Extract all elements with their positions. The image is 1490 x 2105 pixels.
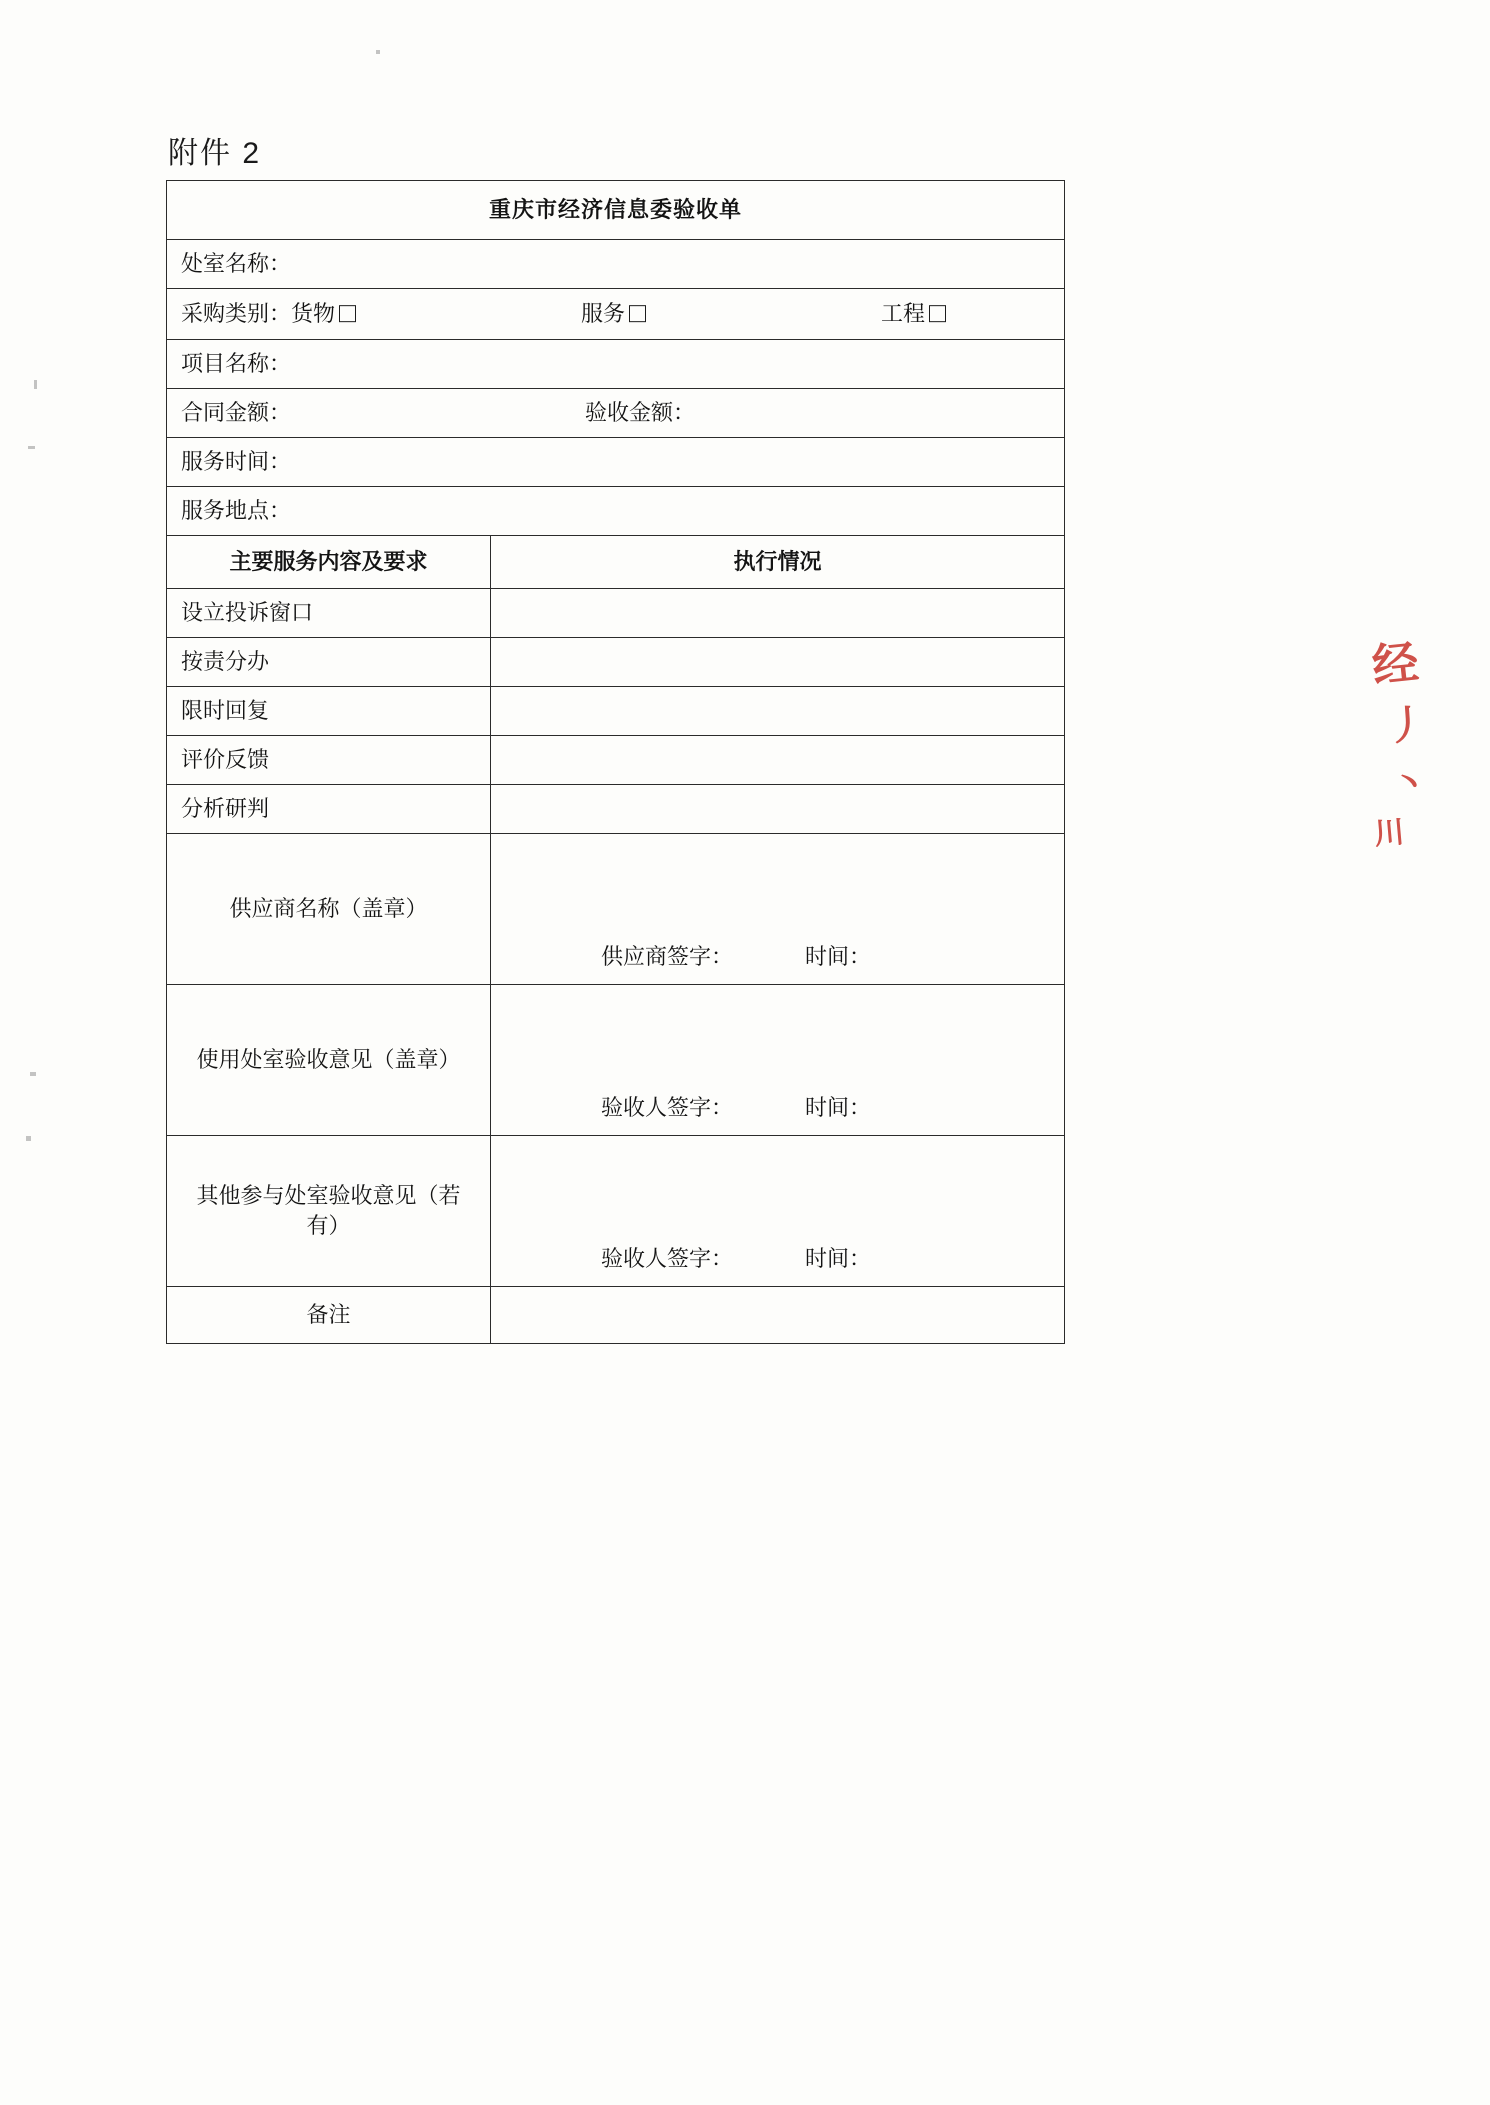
table-row [167,536,1065,589]
status-cell[interactable] [491,687,1065,736]
purchase-type-project [881,299,946,329]
purchase-type-service-label: 服务 [581,301,626,327]
table-row [167,736,1065,785]
form-title: 重庆市经济信息委验收单 [167,181,1065,240]
other-signature-cell[interactable] [491,1136,1065,1287]
checkbox-service[interactable] [629,305,646,322]
service-place-label: 服务地点： [181,498,292,524]
status-cell[interactable] [491,638,1065,687]
content-item: 限时回复 [167,687,491,736]
scan-speck [30,1072,36,1076]
content-item: 按责分办 [167,638,491,687]
department-row [167,240,1065,289]
table-row [167,1136,1065,1287]
stamp-char: 川 [1372,815,1406,852]
table-row [167,834,1065,985]
service-time-label: 服务时间： [181,449,292,475]
scan-speck [28,446,35,449]
status-cell[interactable] [491,589,1065,638]
supplier-signature-cell[interactable] [491,834,1065,985]
table-row [167,785,1065,834]
service-place-row [167,487,1065,536]
acceptance-form [166,180,1064,1344]
scan-speck [34,380,37,389]
acceptor-sign-label: 验收人签字： [601,1095,734,1121]
status-cell[interactable] [491,785,1065,834]
status-cell[interactable] [491,736,1065,785]
table-row [167,638,1065,687]
other-acceptor-sign-label: 验收人签字： [601,1246,734,1272]
checkbox-project[interactable] [929,305,946,322]
supplier-name-label: 供应商名称（盖章） [167,834,491,985]
project-name-label: 项目名称： [181,351,292,377]
amount-row [167,389,1065,438]
table-row [167,340,1065,389]
department-opinion-label: 使用处室验收意见（盖章） [167,985,491,1136]
content-item: 评价反馈 [167,736,491,785]
attachment-label: 附件 2 [168,137,262,170]
scan-speck [376,50,380,54]
scan-speck [26,1136,31,1141]
table-row [167,589,1065,638]
status-column-header: 执行情况 [491,536,1065,589]
stamp-char: 丿 [1384,701,1428,750]
supplier-sign-label: 供应商签字： [601,944,734,970]
purchase-type-label [181,299,356,329]
supplier-time-label: 时间： [805,944,872,970]
department-signature-cell[interactable] [491,985,1065,1136]
table-row [167,289,1065,340]
table-row [167,687,1065,736]
checkbox-goods[interactable] [339,305,356,322]
table-row [167,1287,1065,1344]
project-name-row [167,340,1065,389]
form-table [166,180,1065,1344]
table-row [167,389,1065,438]
contract-amount-label: 合同金额： [181,400,292,426]
remark-value[interactable] [491,1287,1065,1344]
table-row [167,487,1065,536]
acceptor-time-label: 时间： [805,1095,872,1121]
stamp-char: 经 [1369,636,1421,693]
service-time-row [167,438,1065,487]
remark-label: 备注 [167,1287,491,1344]
table-row [167,181,1065,240]
content-item: 设立投诉窗口 [167,589,491,638]
table-row [167,438,1065,487]
content-column-header: 主要服务内容及要求 [167,536,491,589]
other-acceptor-time-label: 时间： [805,1246,872,1272]
content-item: 分析研判 [167,785,491,834]
purchase-type-project-label: 工程 [881,301,926,327]
table-row [167,240,1065,289]
purchase-type-row [167,289,1065,340]
table-row [167,985,1065,1136]
purchase-type-service [581,299,646,329]
accepted-amount-label: 验收金额： [585,400,696,426]
other-department-opinion-label: 其他参与处室验收意见（若有） [167,1136,491,1287]
red-seal-stamp [1366,620,1476,870]
stamp-char: 丶 [1390,763,1429,806]
purchase-type-goods-label: 采购类别：货物 [181,301,336,327]
department-label: 处室名称： [181,251,292,277]
